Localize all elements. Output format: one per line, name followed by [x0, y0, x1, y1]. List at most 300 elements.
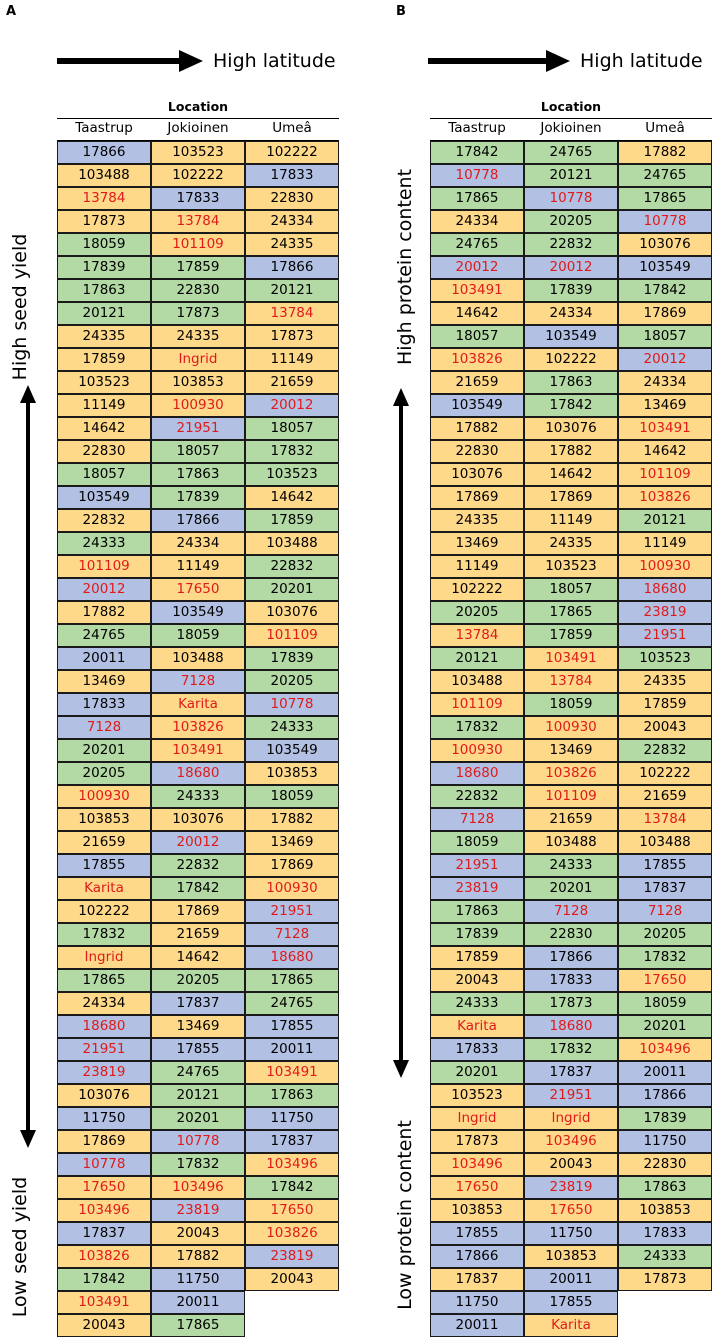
table-cell: 20205 — [430, 601, 524, 624]
panel-a-letter: A — [6, 4, 17, 19]
table-cell: 7128 — [524, 900, 618, 923]
panel-a-col-jokioinen: Jokioinen — [167, 120, 229, 136]
table-cell: 24334 — [618, 371, 712, 394]
panel-a-location-label: Location — [167, 99, 229, 114]
table-cell: 101109 — [430, 693, 524, 716]
table-cell: 13469 — [430, 532, 524, 555]
table-cell: 103523 — [57, 371, 151, 394]
table-cell: 103496 — [245, 1153, 339, 1176]
table-cell: 17842 — [618, 279, 712, 302]
table-cell: 17873 — [245, 325, 339, 348]
table-cell: 103523 — [245, 463, 339, 486]
table-cell: 24765 — [618, 164, 712, 187]
table-cell: 102222 — [245, 141, 339, 164]
table-cell: 17833 — [57, 693, 151, 716]
table-cell: 103496 — [524, 1130, 618, 1153]
table-cell: 103076 — [618, 233, 712, 256]
table-cell: 17863 — [430, 900, 524, 923]
table-cell: 17842 — [524, 394, 618, 417]
table-cell: 103549 — [57, 486, 151, 509]
table-cell: 14642 — [430, 302, 524, 325]
table-cell: 17873 — [57, 210, 151, 233]
table-cell: 13784 — [245, 302, 339, 325]
table-cell: 17855 — [430, 1222, 524, 1245]
table-cell: 103491 — [430, 279, 524, 302]
table-cell: 22832 — [618, 739, 712, 762]
table-cell: 17650 — [57, 1176, 151, 1199]
table-cell: 24334 — [57, 992, 151, 1015]
table-cell: 20011 — [57, 647, 151, 670]
table-cell: 103491 — [57, 1291, 151, 1314]
table-cell: 101109 — [618, 463, 712, 486]
arrow-shaft — [428, 58, 546, 64]
table-cell: 11149 — [57, 394, 151, 417]
table-cell: 101109 — [245, 624, 339, 647]
table-cell: 17650 — [618, 969, 712, 992]
table-cell: 21659 — [151, 923, 245, 946]
table-cell: 20201 — [57, 739, 151, 762]
panel-a-side-top-label: High seed yield — [9, 233, 31, 381]
table-cell: 10778 — [57, 1153, 151, 1176]
table-cell: 22830 — [618, 1153, 712, 1176]
table-cell: 7128 — [245, 923, 339, 946]
table-cell: 14642 — [524, 463, 618, 486]
table-cell: 20012 — [57, 578, 151, 601]
table-cell: 13784 — [430, 624, 524, 647]
table-cell: 17873 — [524, 992, 618, 1015]
table-cell: 17882 — [245, 808, 339, 831]
table-cell: 18057 — [430, 325, 524, 348]
table-cell: 17865 — [618, 187, 712, 210]
table-cell: Ingrid — [430, 1107, 524, 1130]
table-cell: 18680 — [524, 1015, 618, 1038]
panel-b-letter: B — [396, 4, 406, 19]
table-cell: 18680 — [151, 762, 245, 785]
table-cell: 17873 — [151, 302, 245, 325]
table-cell: 18059 — [430, 831, 524, 854]
table-cell: 17837 — [57, 1222, 151, 1245]
table-cell: 17650 — [524, 1199, 618, 1222]
table-cell: 17842 — [151, 877, 245, 900]
table-cell: 24334 — [430, 210, 524, 233]
table-cell: 17855 — [618, 854, 712, 877]
table-cell: 103523 — [524, 555, 618, 578]
table-cell: 103826 — [430, 348, 524, 371]
table-cell: 17837 — [618, 877, 712, 900]
table-cell: 17837 — [245, 1130, 339, 1153]
table-cell: 17882 — [151, 1245, 245, 1268]
table-cell: 20043 — [151, 1222, 245, 1245]
table-cell: 103853 — [430, 1199, 524, 1222]
table-cell: 103496 — [151, 1176, 245, 1199]
table-cell: 21951 — [57, 1038, 151, 1061]
table-cell: 20121 — [430, 647, 524, 670]
table-cell: 17869 — [57, 1130, 151, 1153]
table-cell: 23819 — [618, 601, 712, 624]
table-cell: 18680 — [430, 762, 524, 785]
table-cell: 20205 — [618, 923, 712, 946]
table-cell: 23819 — [245, 1245, 339, 1268]
table-cell: 20012 — [245, 394, 339, 417]
table-cell: 11750 — [151, 1268, 245, 1291]
table-cell: 21659 — [245, 371, 339, 394]
table-cell: 17859 — [151, 256, 245, 279]
panel-b-col-umea: Umeâ — [645, 120, 685, 136]
table-cell: 103488 — [430, 670, 524, 693]
table-cell: 17865 — [524, 601, 618, 624]
table-cell: 102222 — [524, 348, 618, 371]
table-cell: 17839 — [524, 279, 618, 302]
table-cell: Ingrid — [57, 946, 151, 969]
table-cell: 17882 — [618, 141, 712, 164]
table-cell: 24333 — [57, 532, 151, 555]
table-cell: 22832 — [245, 555, 339, 578]
table-cell: 13469 — [618, 394, 712, 417]
table-cell: 11149 — [245, 348, 339, 371]
table-cell: 24765 — [57, 624, 151, 647]
table-cell: 17832 — [57, 923, 151, 946]
table-cell: 17863 — [57, 279, 151, 302]
arrow-right-icon — [546, 50, 570, 72]
table-cell: 17866 — [618, 1084, 712, 1107]
table-cell: 103523 — [618, 647, 712, 670]
table-cell: 20121 — [245, 279, 339, 302]
table-cell: 17833 — [430, 1038, 524, 1061]
panel-a-latitude-arrow — [57, 46, 336, 76]
table-cell: 18059 — [57, 233, 151, 256]
table-cell: 24765 — [430, 233, 524, 256]
table-cell: 13469 — [524, 739, 618, 762]
table-cell: 24334 — [524, 302, 618, 325]
table-cell: 18057 — [57, 463, 151, 486]
table-cell: 17833 — [151, 187, 245, 210]
arrow-shaft — [57, 58, 179, 64]
table-cell: 103076 — [430, 463, 524, 486]
table-cell: 20121 — [151, 1084, 245, 1107]
table-cell: 20205 — [151, 969, 245, 992]
table-cell: 7128 — [618, 900, 712, 923]
table-cell: 22832 — [151, 854, 245, 877]
table-cell: 13784 — [618, 808, 712, 831]
table-cell: 24335 — [57, 325, 151, 348]
table-cell: 24333 — [151, 785, 245, 808]
table-cell: 17866 — [430, 1245, 524, 1268]
table-cell: 17839 — [57, 256, 151, 279]
panel-a-col-umea: Umeâ — [272, 120, 312, 136]
table-cell: 102222 — [151, 164, 245, 187]
table-cell: 17837 — [151, 992, 245, 1015]
table-cell: 101109 — [151, 233, 245, 256]
table-cell: 14642 — [151, 946, 245, 969]
table-cell: 20121 — [618, 509, 712, 532]
table-cell: 20043 — [245, 1268, 339, 1291]
table-cell: 24765 — [245, 992, 339, 1015]
table-cell: 103549 — [524, 325, 618, 348]
table-cell: 102222 — [430, 578, 524, 601]
table-cell: 17869 — [245, 854, 339, 877]
table-cell: 18057 — [524, 578, 618, 601]
table-cell: 102222 — [618, 762, 712, 785]
table-cell: 103853 — [57, 808, 151, 831]
table-cell: 18057 — [618, 325, 712, 348]
table-cell: 13469 — [57, 670, 151, 693]
table-cell: 103496 — [57, 1199, 151, 1222]
panel-a-vertical-arrow — [26, 402, 30, 1140]
table-cell: 11750 — [430, 1291, 524, 1314]
table-cell: 103488 — [618, 831, 712, 854]
table-cell: Karita — [151, 693, 245, 716]
panel-b-side-bottom-label: Low protein content — [394, 1120, 416, 1310]
table-cell: 17833 — [524, 969, 618, 992]
table-cell: 17869 — [524, 486, 618, 509]
panel-b-vertical-arrow — [399, 405, 403, 1070]
table-cell: 11750 — [618, 1130, 712, 1153]
table-cell: 103488 — [57, 164, 151, 187]
table-cell: 21951 — [618, 624, 712, 647]
panel-a-side-bottom-label: Low seed yield — [9, 1176, 31, 1318]
table-cell: 24335 — [245, 233, 339, 256]
table-cell: 17869 — [618, 302, 712, 325]
table-cell: 100930 — [618, 555, 712, 578]
table-cell: 21951 — [524, 1084, 618, 1107]
table-cell: 17866 — [151, 509, 245, 532]
table-cell: 11149 — [618, 532, 712, 555]
table-cell: 20012 — [430, 256, 524, 279]
table-cell: 13784 — [151, 210, 245, 233]
table-cell: 20205 — [524, 210, 618, 233]
table-cell: 17882 — [57, 601, 151, 624]
table-cell: 17865 — [245, 969, 339, 992]
table-cell: 20121 — [57, 302, 151, 325]
table-cell: 17832 — [430, 716, 524, 739]
panel-b-latitude-arrow — [428, 46, 703, 76]
table-cell: 103076 — [57, 1084, 151, 1107]
table-cell: 103488 — [151, 647, 245, 670]
table-cell: 103523 — [151, 141, 245, 164]
table-cell: Ingrid — [524, 1107, 618, 1130]
table-cell: 20201 — [524, 877, 618, 900]
table-cell: 20121 — [524, 164, 618, 187]
table-cell: 20205 — [245, 670, 339, 693]
table-cell: 11149 — [151, 555, 245, 578]
table-cell: 17839 — [618, 1107, 712, 1130]
table-cell: 20012 — [151, 831, 245, 854]
table-cell: 22832 — [524, 233, 618, 256]
table-cell: 17842 — [57, 1268, 151, 1291]
table-cell: 103549 — [245, 739, 339, 762]
table-cell: 18680 — [57, 1015, 151, 1038]
table-cell: 18057 — [151, 440, 245, 463]
table-cell: 24765 — [151, 1061, 245, 1084]
table-cell: Karita — [57, 877, 151, 900]
table-cell: 24333 — [245, 716, 339, 739]
table-cell: 17650 — [151, 578, 245, 601]
table-cell: 103826 — [151, 716, 245, 739]
table-cell: 20201 — [245, 578, 339, 601]
table-cell: 103488 — [245, 532, 339, 555]
table-cell: 17869 — [151, 900, 245, 923]
table-cell: 20043 — [618, 716, 712, 739]
table-cell: 11149 — [524, 509, 618, 532]
table-cell: 20011 — [151, 1291, 245, 1314]
table-cell: 103826 — [618, 486, 712, 509]
table-cell: 20012 — [524, 256, 618, 279]
table-cell: 17855 — [524, 1291, 618, 1314]
table-cell: 24334 — [151, 532, 245, 555]
table-cell: 20043 — [57, 1314, 151, 1337]
table-cell: 100930 — [151, 394, 245, 417]
table-cell: 18057 — [245, 417, 339, 440]
table-cell: Karita — [430, 1015, 524, 1038]
table-cell: 17863 — [618, 1176, 712, 1199]
table-cell: 17863 — [245, 1084, 339, 1107]
arrow-down-icon — [20, 1130, 36, 1148]
table-cell: 100930 — [524, 716, 618, 739]
table-cell: 13784 — [57, 187, 151, 210]
table-cell: 21659 — [57, 831, 151, 854]
panel-b-arrow-label: High latitude — [580, 50, 703, 72]
table-cell: 22832 — [430, 785, 524, 808]
table-cell: 20011 — [524, 1268, 618, 1291]
table-cell: 10778 — [151, 1130, 245, 1153]
table-cell: 13469 — [151, 1015, 245, 1038]
table-cell: 21951 — [245, 900, 339, 923]
table-cell: 17650 — [430, 1176, 524, 1199]
table-cell: 103853 — [245, 762, 339, 785]
table-cell: 17863 — [524, 371, 618, 394]
table-cell: 10778 — [430, 164, 524, 187]
table-cell: 18680 — [618, 578, 712, 601]
table-cell: 24335 — [524, 532, 618, 555]
table-cell: 21951 — [151, 417, 245, 440]
table-cell: 14642 — [57, 417, 151, 440]
table-cell: 17832 — [151, 1153, 245, 1176]
table-cell: 23819 — [524, 1176, 618, 1199]
table-cell: 103496 — [618, 1038, 712, 1061]
table-cell: 100930 — [430, 739, 524, 762]
table-cell: 17869 — [430, 486, 524, 509]
table-cell: 17863 — [151, 463, 245, 486]
table-cell: 22830 — [57, 440, 151, 463]
panel-b-col-taastrup: Taastrup — [448, 120, 506, 136]
table-cell: 22830 — [430, 440, 524, 463]
table-cell: 101109 — [524, 785, 618, 808]
table-cell: 17859 — [618, 693, 712, 716]
table-cell: 103549 — [618, 256, 712, 279]
table-cell: 17859 — [430, 946, 524, 969]
table-cell: 103491 — [524, 647, 618, 670]
table-cell: 20011 — [618, 1061, 712, 1084]
table-cell: 103488 — [524, 831, 618, 854]
table-cell: Karita — [524, 1314, 618, 1337]
table-cell: 17837 — [430, 1268, 524, 1291]
table-cell: 17859 — [245, 509, 339, 532]
table-cell: 100930 — [245, 877, 339, 900]
table-cell: 17855 — [151, 1038, 245, 1061]
table-cell: 103826 — [57, 1245, 151, 1268]
table-cell: 13469 — [245, 831, 339, 854]
table-cell: 103491 — [618, 417, 712, 440]
table-cell: 21951 — [430, 854, 524, 877]
table-cell: 103523 — [430, 1084, 524, 1107]
table-cell: 17866 — [245, 256, 339, 279]
table-cell: 24335 — [618, 670, 712, 693]
table-cell: 17839 — [151, 486, 245, 509]
table-cell: 17832 — [245, 440, 339, 463]
table-cell: 24334 — [245, 210, 339, 233]
table-cell: 103549 — [151, 601, 245, 624]
table-cell: 17839 — [430, 923, 524, 946]
header-divider — [57, 118, 339, 119]
table-cell: 17837 — [524, 1061, 618, 1084]
table-cell: 24335 — [430, 509, 524, 532]
table-cell: 17832 — [618, 946, 712, 969]
table-cell: 17882 — [430, 417, 524, 440]
table-cell: 103826 — [524, 762, 618, 785]
table-cell: 7128 — [430, 808, 524, 831]
panel-b-side-top-label: High protein content — [394, 168, 416, 366]
table-cell: 11750 — [57, 1107, 151, 1130]
table-cell: Ingrid — [151, 348, 245, 371]
table-cell: 21659 — [524, 808, 618, 831]
table-cell: 21659 — [430, 371, 524, 394]
table-cell: 103496 — [430, 1153, 524, 1176]
table-cell: 17866 — [57, 141, 151, 164]
table-cell: 17842 — [430, 141, 524, 164]
table-cell: 22830 — [151, 279, 245, 302]
table-cell: 102222 — [57, 900, 151, 923]
table-cell: 17833 — [618, 1222, 712, 1245]
table-cell: 20043 — [430, 969, 524, 992]
panel-b-location-label: Location — [540, 99, 602, 114]
table-cell: 23819 — [430, 877, 524, 900]
table-cell: 103826 — [245, 1222, 339, 1245]
table-cell: 103549 — [430, 394, 524, 417]
table-cell: 24335 — [151, 325, 245, 348]
table-cell: 18059 — [245, 785, 339, 808]
panel-b-col-jokioinen: Jokioinen — [540, 120, 602, 136]
table-cell: 18059 — [151, 624, 245, 647]
table-cell: 17855 — [245, 1015, 339, 1038]
table-cell: 17855 — [57, 854, 151, 877]
table-cell: 17865 — [57, 969, 151, 992]
table-cell: 17882 — [524, 440, 618, 463]
table-cell: 24333 — [524, 854, 618, 877]
table-cell: 20011 — [245, 1038, 339, 1061]
table-cell: 20011 — [430, 1314, 524, 1337]
table-cell: 23819 — [151, 1199, 245, 1222]
panel-a-arrow-label: High latitude — [213, 50, 336, 72]
table-cell: 101109 — [57, 555, 151, 578]
table-cell: 103853 — [151, 371, 245, 394]
table-cell: 14642 — [245, 486, 339, 509]
table-cell: 17650 — [245, 1199, 339, 1222]
table-cell: 17866 — [524, 946, 618, 969]
table-cell: 13784 — [524, 670, 618, 693]
table-cell: 11750 — [245, 1107, 339, 1130]
table-cell: 100930 — [57, 785, 151, 808]
table-cell: 20201 — [618, 1015, 712, 1038]
table-cell: 22832 — [57, 509, 151, 532]
table-cell: 22830 — [524, 923, 618, 946]
table-cell: 17842 — [245, 1176, 339, 1199]
arrow-right-icon — [179, 50, 203, 72]
table-cell: 103853 — [524, 1245, 618, 1268]
table-cell: 18059 — [618, 992, 712, 1015]
table-cell: 17873 — [618, 1268, 712, 1291]
table-cell: 20205 — [57, 762, 151, 785]
table-cell: 11149 — [430, 555, 524, 578]
